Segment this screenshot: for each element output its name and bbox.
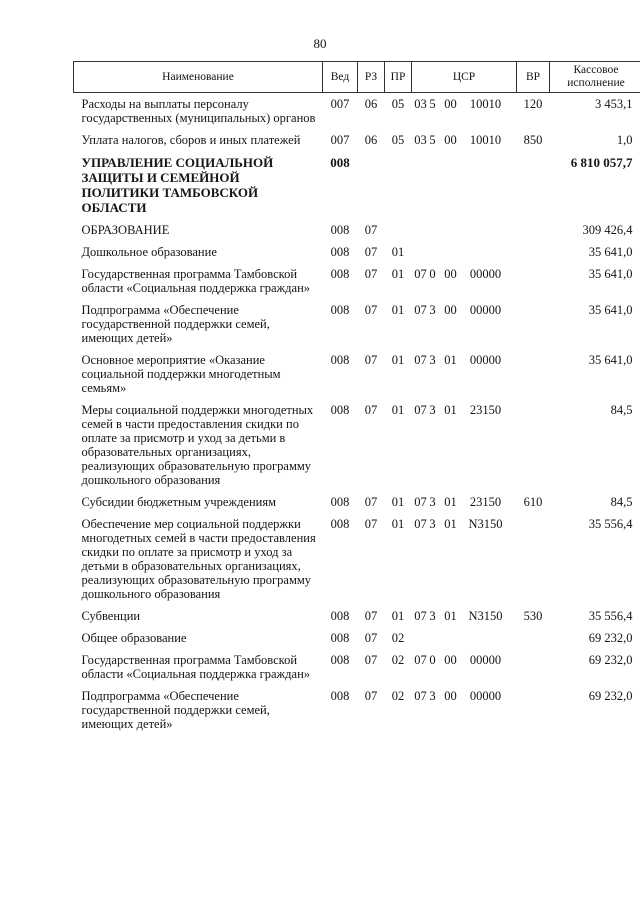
row-ved: 007 <box>330 133 350 147</box>
table-row <box>74 219 640 241</box>
row-pr: 02 <box>391 631 405 645</box>
row-ved: 008 <box>330 689 350 703</box>
csr-code <box>414 303 515 317</box>
csr-code <box>414 689 515 703</box>
csr-direction: 10010 <box>469 133 502 147</box>
row-csr <box>412 649 517 685</box>
csr-code <box>414 353 515 367</box>
row-ved: 008 <box>330 267 350 281</box>
csr-event: 01 <box>444 495 457 509</box>
header-amount: Кассовое исполнение <box>550 62 640 93</box>
row-vr <box>517 649 550 685</box>
row-csr <box>412 513 517 605</box>
row-ved: 008 <box>330 245 350 259</box>
row-name: Обеспечение мер социальной поддержки многодетных семей в части предоставления скидки по оплате за присмотр и уход за детьми в образовательных организациях, реализующих образовательную программу дошкольного образования <box>81 517 316 601</box>
row-csr <box>412 349 517 399</box>
row-name: Субсидии бюджетным учреждениям <box>81 495 277 509</box>
row-pr: 01 <box>391 245 405 259</box>
row-vr <box>517 627 550 649</box>
csr-subprogram: 0 <box>429 267 436 281</box>
csr-subprogram: 3 <box>429 303 436 317</box>
row-vr <box>517 399 550 491</box>
row-csr <box>412 93 517 130</box>
row-ved: 008 <box>330 631 350 645</box>
csr-code <box>414 495 515 509</box>
budget-table <box>73 61 640 735</box>
csr-event: 00 <box>444 653 457 667</box>
row-name: УПРАВЛЕНИЕ СОЦИАЛЬНОЙ ЗАЩИТЫ И СЕМЕЙНОЙ ПОЛИТИКИ ТАМБОВСКОЙ ОБЛАСТИ <box>81 155 274 215</box>
table-row <box>74 151 640 219</box>
row-rz: 07 <box>364 631 378 645</box>
table-row <box>74 93 640 130</box>
csr-program: 03 <box>414 133 427 147</box>
row-pr: 01 <box>391 353 405 367</box>
row-vr <box>517 151 550 219</box>
row-csr <box>412 263 517 299</box>
table-row <box>74 241 640 263</box>
csr-subprogram: 3 <box>429 403 436 417</box>
row-amount: 84,5 <box>610 495 633 509</box>
row-name: Расходы на выплаты персоналу государственных (муниципальных) органов <box>81 97 316 125</box>
csr-subprogram: 0 <box>429 653 436 667</box>
header-csr: ЦСР <box>412 62 517 93</box>
header-pr: ПР <box>385 62 412 93</box>
row-amount: 69 232,0 <box>588 631 633 645</box>
row-amount: 3 453,1 <box>595 97 633 111</box>
row-csr <box>412 299 517 349</box>
csr-event: 01 <box>444 517 457 531</box>
row-csr <box>412 129 517 151</box>
row-pr: 01 <box>391 517 405 531</box>
row-csr <box>412 241 517 263</box>
csr-code <box>414 97 515 111</box>
table-row <box>74 399 640 491</box>
row-name: Государственная программа Тамбовской области «Социальная поддержка граждан» <box>81 653 311 681</box>
csr-direction: 00000 <box>469 689 502 703</box>
row-ved: 008 <box>330 403 350 417</box>
row-vr <box>517 263 550 299</box>
row-pr <box>385 219 412 241</box>
csr-direction: 23150 <box>469 495 502 509</box>
row-amount: 309 426,4 <box>582 223 633 237</box>
row-vr <box>517 299 550 349</box>
csr-event: 01 <box>444 353 457 367</box>
csr-program: 07 <box>414 689 427 703</box>
row-rz: 07 <box>364 653 378 667</box>
row-rz <box>358 151 385 219</box>
row-amount: 35 641,0 <box>588 245 633 259</box>
row-name: Государственная программа Тамбовской области «Социальная поддержка граждан» <box>81 267 311 295</box>
csr-event: 01 <box>444 403 457 417</box>
row-rz: 07 <box>364 303 378 317</box>
row-amount: 35 556,4 <box>588 609 633 623</box>
header-ved: Вед <box>323 62 358 93</box>
row-vr <box>517 349 550 399</box>
csr-subprogram: 3 <box>429 609 436 623</box>
row-csr <box>412 151 517 219</box>
row-name: Дошкольное образование <box>81 245 217 259</box>
row-amount: 35 641,0 <box>588 353 633 367</box>
row-ved: 007 <box>330 97 350 111</box>
row-vr: 120 <box>523 97 543 111</box>
row-csr <box>412 685 517 735</box>
table-row <box>74 605 640 627</box>
csr-event: 00 <box>444 97 457 111</box>
row-ved: 008 <box>330 495 350 509</box>
row-name: Основное мероприятие «Оказание социальной поддержки многодетным семьям» <box>81 353 281 395</box>
row-ved: 008 <box>330 223 350 237</box>
row-pr <box>385 151 412 219</box>
row-rz: 07 <box>364 353 378 367</box>
csr-direction: 00000 <box>469 353 502 367</box>
csr-subprogram: 5 <box>429 133 436 147</box>
csr-code <box>414 267 515 281</box>
csr-direction: 23150 <box>469 403 502 417</box>
row-rz: 06 <box>364 97 378 111</box>
row-csr <box>412 219 517 241</box>
row-pr: 01 <box>391 303 405 317</box>
row-csr <box>412 491 517 513</box>
row-pr: 01 <box>391 267 405 281</box>
row-vr <box>517 241 550 263</box>
csr-program: 07 <box>414 267 427 281</box>
row-rz: 07 <box>364 403 378 417</box>
csr-code <box>414 653 515 667</box>
csr-program: 07 <box>414 403 427 417</box>
table-row <box>74 513 640 605</box>
csr-event: 00 <box>444 689 457 703</box>
csr-subprogram: 3 <box>429 689 436 703</box>
row-vr: 610 <box>523 495 543 509</box>
row-pr: 02 <box>391 689 405 703</box>
csr-subprogram: 3 <box>429 495 436 509</box>
csr-direction: 00000 <box>469 303 502 317</box>
row-amount: 6 810 057,7 <box>570 155 633 170</box>
csr-event: 00 <box>444 303 457 317</box>
csr-program: 07 <box>414 517 427 531</box>
row-pr: 02 <box>391 653 405 667</box>
table-row <box>74 649 640 685</box>
row-name: Уплата налогов, сборов и иных платежей <box>81 133 301 147</box>
table-row <box>74 263 640 299</box>
row-vr <box>517 219 550 241</box>
table-body <box>74 93 640 736</box>
row-amount: 1,0 <box>616 133 633 147</box>
row-amount: 35 641,0 <box>588 303 633 317</box>
header-rz: РЗ <box>358 62 385 93</box>
row-amount: 35 641,0 <box>588 267 633 281</box>
row-rz: 07 <box>364 267 378 281</box>
row-rz: 07 <box>364 245 378 259</box>
csr-program: 07 <box>414 609 427 623</box>
row-amount: 35 556,4 <box>588 517 633 531</box>
row-vr <box>517 513 550 605</box>
table-row <box>74 685 640 735</box>
row-ved: 008 <box>330 155 350 170</box>
row-name: Субвенции <box>81 609 141 623</box>
row-amount: 84,5 <box>610 403 633 417</box>
csr-direction: 00000 <box>469 653 502 667</box>
csr-code <box>414 609 515 623</box>
row-pr: 05 <box>391 133 405 147</box>
row-ved: 008 <box>330 517 350 531</box>
row-name: Меры социальной поддержки многодетных семей в части предоставления скидки по оплате за присмотр и уход за детьми в образовательных организациях, реализующих образовательную программу дошкольного образования <box>81 403 314 487</box>
row-rz: 07 <box>364 689 378 703</box>
row-name: Общее образование <box>81 631 187 645</box>
csr-subprogram: 5 <box>429 97 436 111</box>
row-rz: 07 <box>364 495 378 509</box>
csr-code <box>414 133 515 147</box>
csr-direction: N3150 <box>468 609 503 623</box>
row-ved: 008 <box>330 609 350 623</box>
row-name: Подпрограмма «Обеспечение государственной поддержки семей, имеющих детей» <box>81 303 270 345</box>
csr-direction: 00000 <box>469 267 502 281</box>
csr-program: 07 <box>414 353 427 367</box>
csr-program: 07 <box>414 303 427 317</box>
row-ved: 008 <box>330 353 350 367</box>
row-name: ОБРАЗОВАНИЕ <box>81 223 170 237</box>
row-csr <box>412 627 517 649</box>
table-row <box>74 491 640 513</box>
csr-direction: 10010 <box>469 97 502 111</box>
table-row <box>74 299 640 349</box>
csr-program: 07 <box>414 653 427 667</box>
row-rz: 06 <box>364 133 378 147</box>
row-name: Подпрограмма «Обеспечение государственной поддержки семей, имеющих детей» <box>81 689 270 731</box>
row-vr: 850 <box>523 133 543 147</box>
table-header-row <box>74 62 640 93</box>
row-ved: 008 <box>330 653 350 667</box>
row-rz: 07 <box>364 609 378 623</box>
row-rz: 07 <box>364 223 378 237</box>
row-amount: 69 232,0 <box>588 653 633 667</box>
row-rz: 07 <box>364 517 378 531</box>
row-amount: 69 232,0 <box>588 689 633 703</box>
csr-direction: N3150 <box>468 517 503 531</box>
csr-event: 01 <box>444 609 457 623</box>
row-csr <box>412 605 517 627</box>
header-name: Наименование <box>74 62 323 93</box>
header-vr: ВР <box>517 62 550 93</box>
table-row <box>74 627 640 649</box>
page-number: 80 <box>313 36 327 51</box>
csr-program: 03 <box>414 97 427 111</box>
row-vr <box>517 685 550 735</box>
table-row <box>74 349 640 399</box>
row-pr: 01 <box>391 495 405 509</box>
row-vr: 530 <box>523 609 543 623</box>
csr-event: 00 <box>444 267 457 281</box>
csr-subprogram: 3 <box>429 517 436 531</box>
csr-subprogram: 3 <box>429 353 436 367</box>
csr-program: 07 <box>414 495 427 509</box>
row-pr: 05 <box>391 97 405 111</box>
row-ved: 008 <box>330 303 350 317</box>
csr-event: 00 <box>444 133 457 147</box>
row-pr: 01 <box>391 403 405 417</box>
row-pr: 01 <box>391 609 405 623</box>
csr-code <box>414 403 515 417</box>
table-row <box>74 129 640 151</box>
row-csr <box>412 399 517 491</box>
csr-code <box>414 517 515 531</box>
